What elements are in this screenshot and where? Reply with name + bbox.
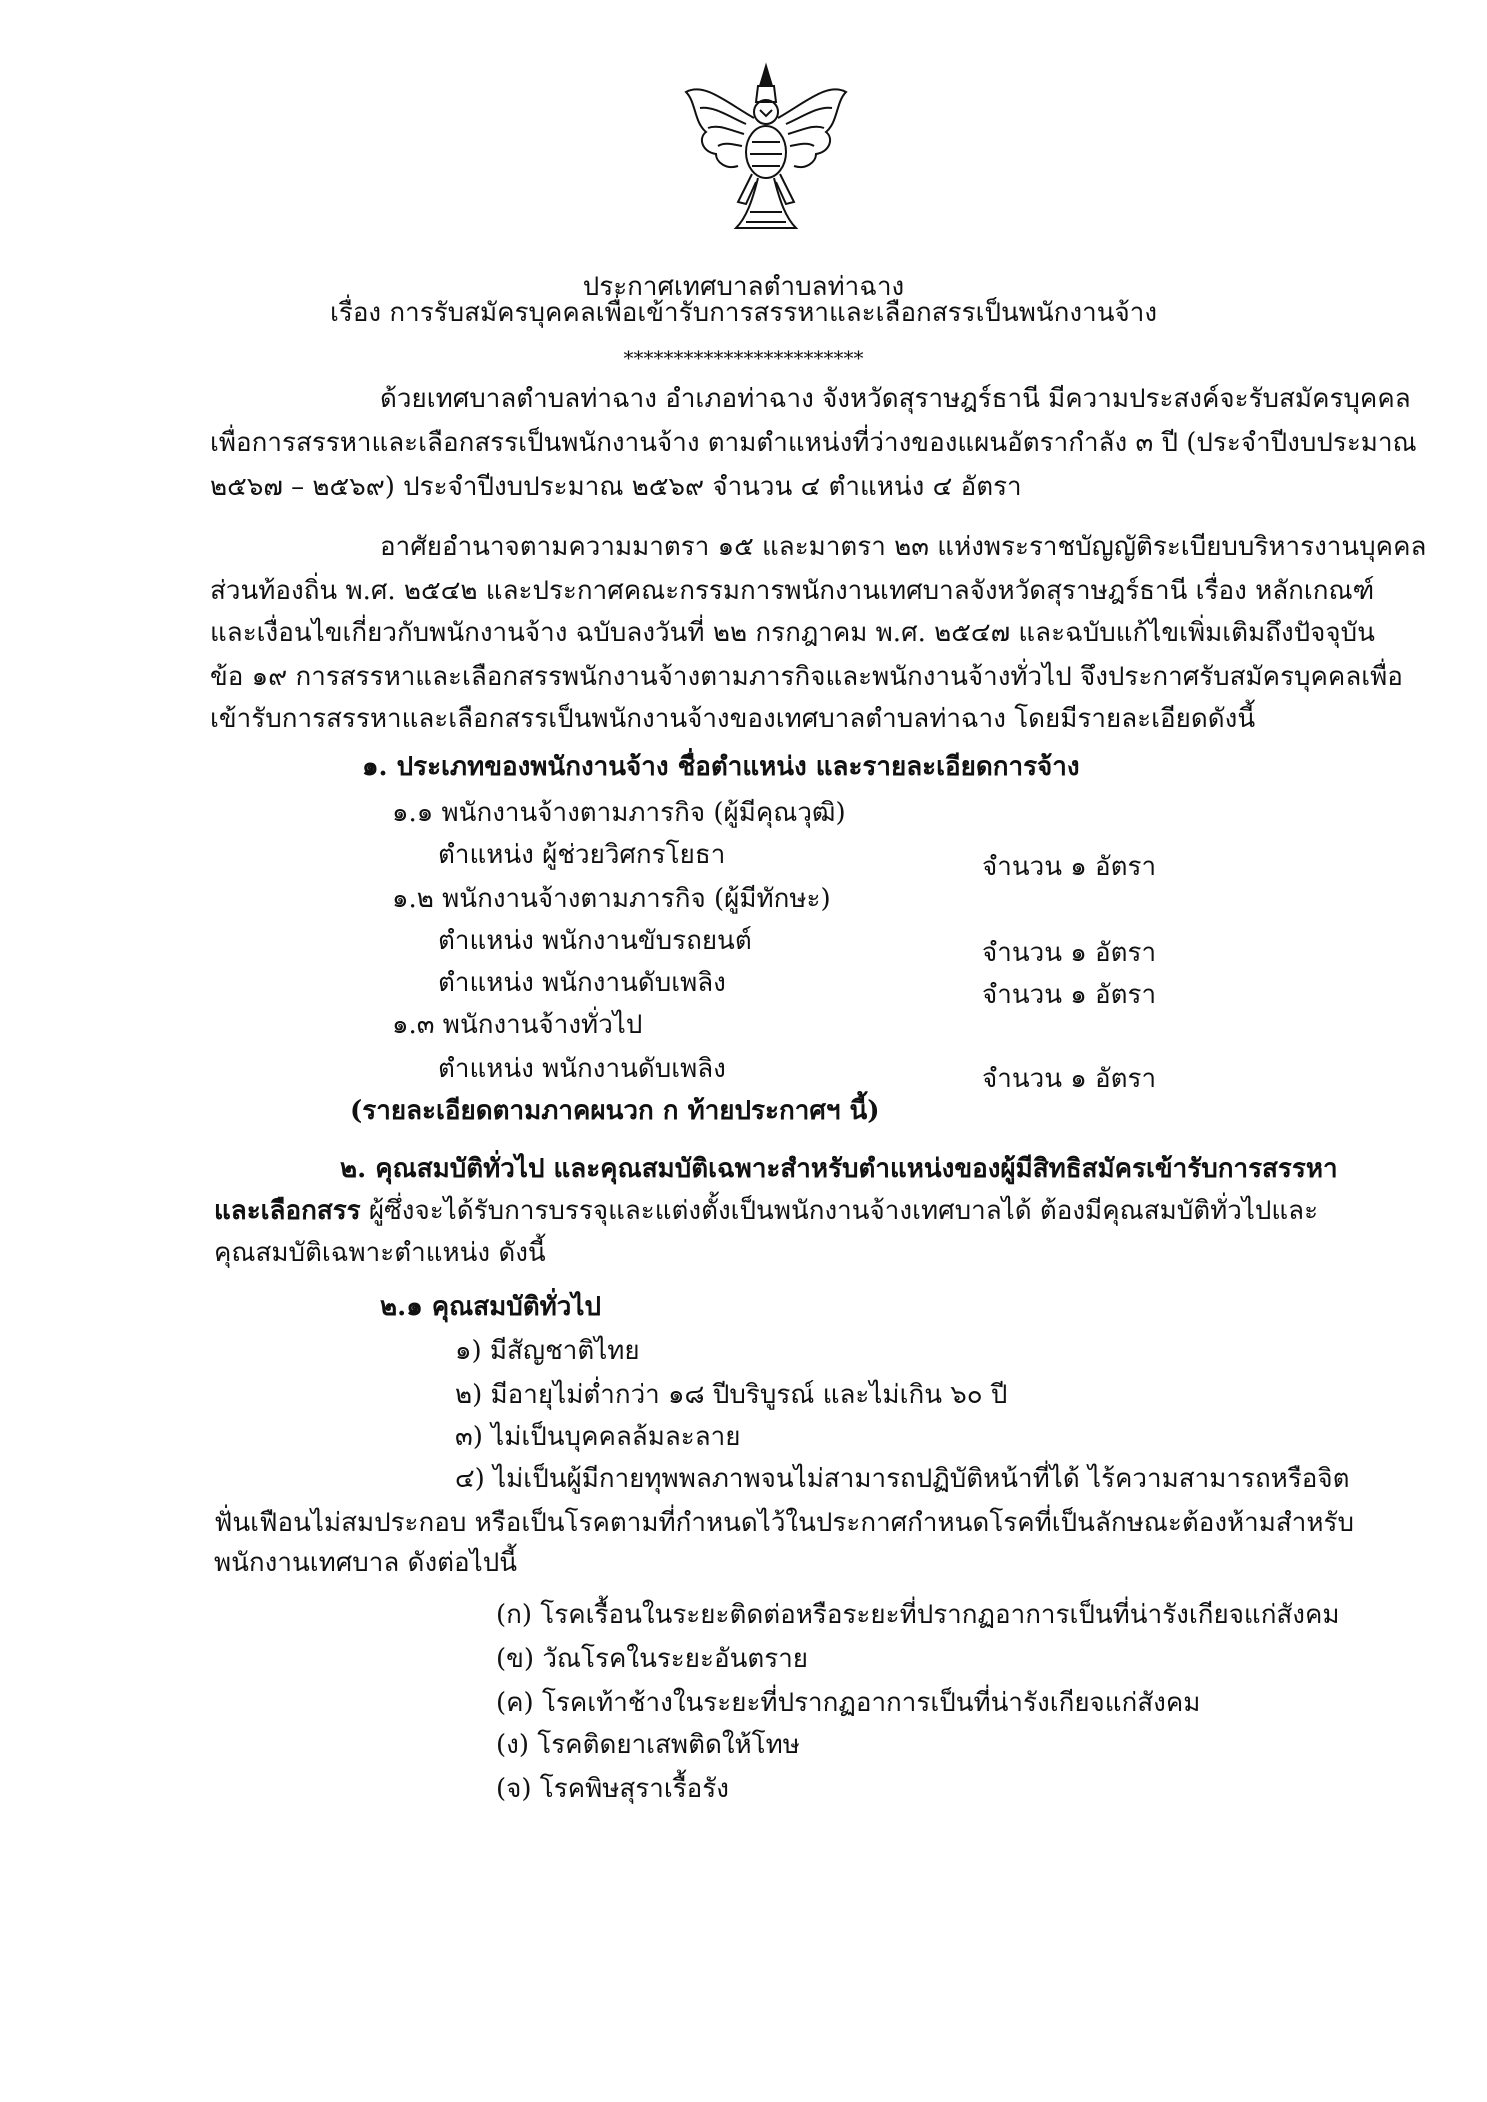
qualification-item-4-cont-2: พนักงานเทศบาล ดังต่อไปนี้ xyxy=(214,1548,517,1578)
section1-heading: ๑. ประเภทของพนักงานจ้าง ชื่อตำแหน่ง และรายละเอียดการจ้าง xyxy=(362,752,1080,782)
qualification-item-4-cont-1: ฟั่นเฟือนไม่สมประกอบ หรือเป็นโรคตามที่กำหนดไว้ในประกาศกำหนดโรคที่เป็นลักษณะต้องห้ามสำหรับ xyxy=(214,1508,1354,1538)
intro-p2-line-5: เข้ารับการสรรหาและเลือกสรรเป็นพนักงานจ้างของเทศบาลตำบลท่าฉาง โดยมีรายละเอียดดังนี้ xyxy=(210,704,1256,734)
section2-heading: ๒. คุณสมบัติทั่วไป และคุณสมบัติเฉพาะสำหรับตำแหน่งของผู้มีสิทธิสมัครเข้ารับการสรรหา xyxy=(340,1154,1338,1184)
announcement-title: ประกาศเทศบาลตำบลท่าฉาง xyxy=(582,272,905,302)
qualification-item-1: ๑) มีสัญชาติไทย xyxy=(455,1336,640,1366)
intro-p1-line-3: ๒๕๖๗ – ๒๕๖๙) ประจำปีงบประมาณ ๒๕๖๙ จำนวน ๔ ตำแหน่ง ๔ อัตรา xyxy=(210,472,1022,502)
garuda-emblem-icon xyxy=(676,62,856,234)
announcement-subject: เรื่อง การรับสมัครบุคคลเพื่อเข้ารับการสรรหาและเลือกสรรเป็นพนักงานจ้าง xyxy=(329,298,1158,328)
qualification-item-4: ๔) ไม่เป็นผู้มีกายทุพพลภาพจนไม่สามารถปฏิบัติหน้าที่ได้ ไร้ความสามารถหรือจิต xyxy=(455,1464,1350,1494)
intro-p2-line-1: อาศัยอำนาจตามความมาตรา ๑๕ และมาตรา ๒๓ แห่งพระราชบัญญัติระเบียบบริหารงานบุคคล xyxy=(380,532,1427,562)
intro-p2-line-4: ข้อ ๑๙ การสรรหาและเลือกสรรพนักงานจ้างตามภารกิจและพนักงานจ้างทั่วไป จึงประกาศรับสมัครบุคคลเพื่อ xyxy=(210,662,1403,692)
section2-line-3: คุณสมบัติเฉพาะตำแหน่ง ดังนี้ xyxy=(214,1238,546,1268)
section2-sub1-heading: ๒.๑ คุณสมบัติทั่วไป xyxy=(380,1292,601,1322)
intro-p1-line-2: เพื่อการสรรหาและเลือกสรรเป็นพนักงานจ้าง ตามตำแหน่งที่ว่างของแผนอัตรากำลัง ๓ ปี (ประจำปีงบประมาณ xyxy=(210,428,1417,458)
disease-item-1: (ก) โรคเรื้อนในระยะติดต่อหรือระยะที่ปรากฏอาการเป็นที่น่ารังเกียจแก่สังคม xyxy=(496,1600,1340,1630)
intro-p2-line-2: ส่วนท้องถิ่น พ.ศ. ๒๕๔๒ และประกาศคณะกรรมการพนักงานเทศบาลจังหวัดสุราษฎร์ธานี เรื่อง หลักเกณฑ์ xyxy=(210,576,1375,606)
section1-sub3-position: ตำแหน่ง พนักงานดับเพลิง xyxy=(438,1054,726,1084)
section1-sub2-position-2: ตำแหน่ง พนักงานดับเพลิง xyxy=(438,968,726,998)
section2-line-2 xyxy=(214,1194,1318,1228)
section1-sub1-amount: จำนวน ๑ อัตรา xyxy=(982,852,1157,882)
section1-sub1: ๑.๑ พนักงานจ้างตามภารกิจ (ผู้มีคุณวุฒิ) xyxy=(392,798,846,828)
section1-sub2-position-1: ตำแหน่ง พนักงานขับรถยนต์ xyxy=(438,926,752,956)
section1-sub3-amount: จำนวน ๑ อัตรา xyxy=(982,1064,1157,1094)
disease-item-5: (จ) โรคพิษสุราเรื้อรัง xyxy=(496,1774,729,1804)
section2-line-2-bold: และเลือกสรร xyxy=(214,1196,361,1226)
section1-sub2: ๑.๒ พนักงานจ้างตามภารกิจ (ผู้มีทักษะ) xyxy=(392,884,831,914)
section1-note: (รายละเอียดตามภาคผนวก ก ท้ายประกาศฯ นี้) xyxy=(350,1096,880,1126)
section2-line-2-rest: ผู้ซึ่งจะได้รับการบรรจุและแต่งตั้งเป็นพนักงานจ้างเทศบาลได้ ต้องมีคุณสมบัติทั่วไปและ xyxy=(360,1196,1319,1226)
qualification-item-3: ๓) ไม่เป็นบุคคลล้มละลาย xyxy=(455,1422,741,1452)
section1-sub3: ๑.๓ พนักงานจ้างทั่วไป xyxy=(392,1010,643,1040)
section1-sub1-position: ตำแหน่ง ผู้ช่วยวิศกรโยธา xyxy=(438,840,726,870)
intro-p1-line-1: ด้วยเทศบาลตำบลท่าฉาง อำเภอท่าฉาง จังหวัดสุราษฎร์ธานี มีความประสงค์จะรับสมัครบุคคล xyxy=(380,384,1411,414)
disease-item-4: (ง) โรคติดยาเสพติดให้โทษ xyxy=(496,1730,800,1760)
disease-item-2: (ข) วัณโรคในระยะอันตราย xyxy=(496,1644,809,1674)
divider-stars: ************************ xyxy=(623,346,864,370)
intro-p2-line-3: และเงื่อนไขเกี่ยวกับพนักงานจ้าง ฉบับลงวันที่ ๒๒ กรกฎาคม พ.ศ. ๒๕๔๗ และฉบับแก้ไขเพิ่มเติมถึงปัจจุบัน xyxy=(210,618,1375,648)
disease-item-3: (ค) โรคเท้าช้างในระยะที่ปรากฏอาการเป็นที่น่ารังเกียจแก่สังคม xyxy=(496,1688,1201,1718)
section1-sub2-amount-1: จำนวน ๑ อัตรา xyxy=(982,938,1157,968)
qualification-item-2: ๒) มีอายุไม่ต่ำกว่า ๑๘ ปีบริบูรณ์ และไม่เกิน ๖๐ ปี xyxy=(455,1380,1008,1410)
section1-sub2-amount-2: จำนวน ๑ อัตรา xyxy=(982,980,1157,1010)
